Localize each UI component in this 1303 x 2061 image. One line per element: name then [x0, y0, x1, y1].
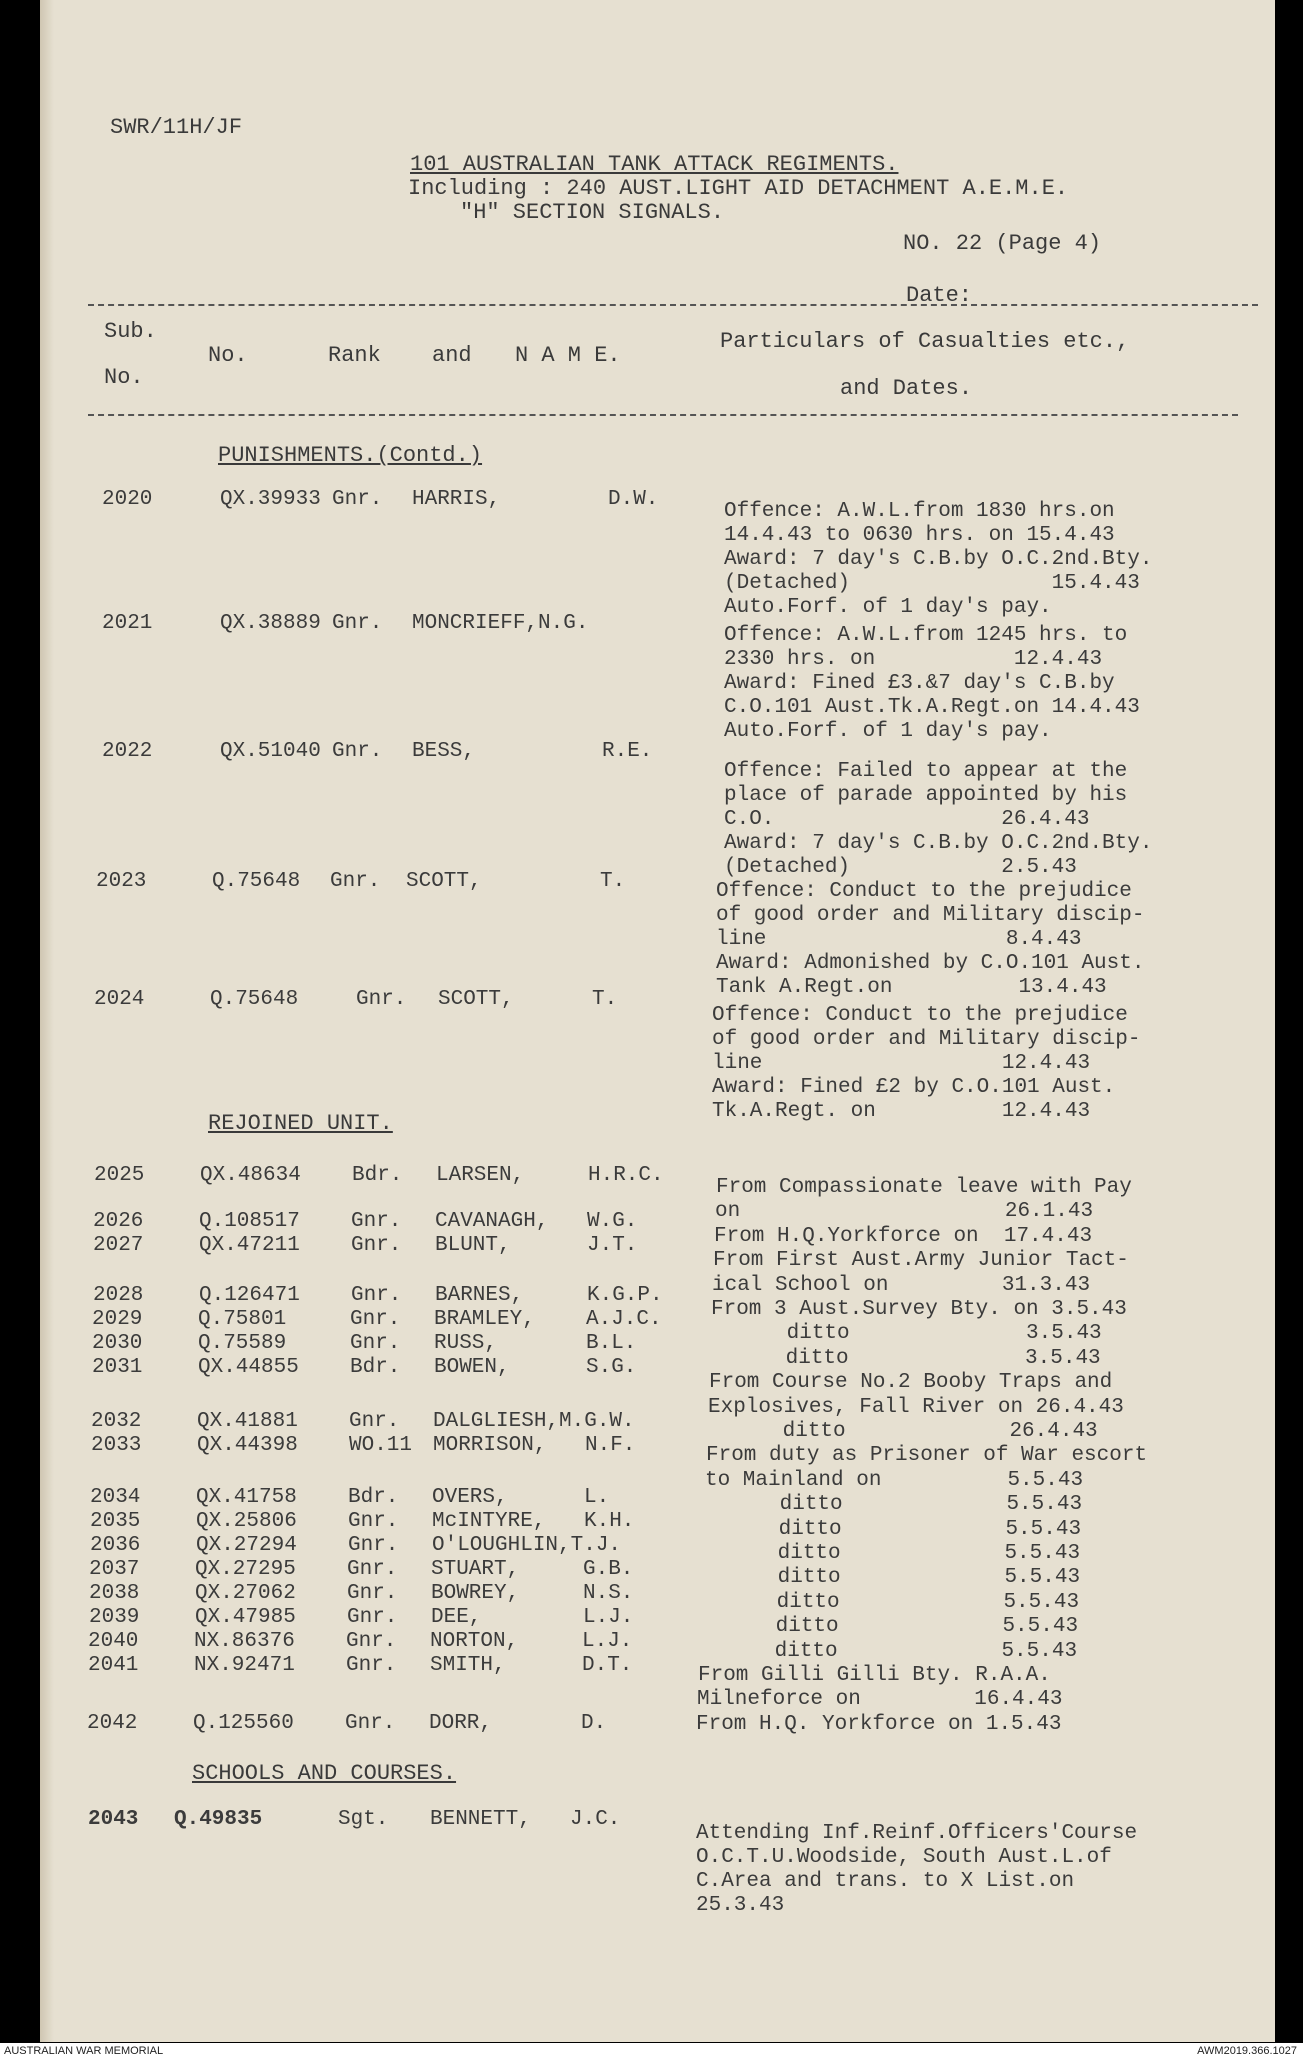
record-no: QX.41881: [197, 1410, 298, 1433]
particulars-line: ditto 5.5.43: [700, 1615, 1079, 1639]
particulars-line: Explosives, Fall River on 26.4.43: [708, 1395, 1124, 1419]
particulars-line: Offence: Conduct to the prejudice: [716, 880, 1132, 903]
record-rank: Gnr.: [350, 1308, 401, 1331]
col-dates: and Dates.: [840, 376, 973, 401]
record-init: N.S.: [583, 1582, 634, 1605]
record-surname: RUSS,: [434, 1332, 498, 1355]
document-page: SWR/11H/JF 101 AUSTRALIAN TANK ATTACK REGIMENTS. Including : 240 AUST.LIGHT AID DETACHMENT A.E.M.E. "H" SECTION SIGNALS. NO. 22 (Page 4) Date: Sub. No. No. Rank and N A M E. Particulars of Casualties etc., and Dates. PUNISHMENTS.(Contd.) 2020 QX.39933 Gnr. HARRIS, D.W. Offence: A.W.L.from 1830 hrs.on 14.4.43 to 0630 hrs. on 15.4.43 Award: 7 day's C.B.by O.C.2nd.Bty. (Detached) 15.4.43 Auto.Forf. of 1 day's pay. 2021 QX.38889 Gnr. MONCRIEFF,N.G. Offence: A.W.L.from 1245 hrs. to 2330 hrs. on 12.4.43 Award: Fined £3.&7 day's C.B.by C.O.101 Aust.Tk.A.Regt.on 14.4.43 Auto.Forf. of 1 day's pay. 2022 QX.51040 Gnr. BESS, R.E. Offence: Failed to appear at the place of parade appointed by his C.O. 26.4.43 Award: 7 day's C.B.by O.C.2nd.Bty. (Detached) 2.5.43 2023 Q.75648 Gnr. SCOTT, T. Offence: Conduct to the prejudice of good order and Military discip- line 8.4.43 Award: Admonished by C.O.101 Aust. Tank A.Regt.on 13.4.43 2024 Q.75648 Gnr. SCOTT, T. Offence: Conduct to the prejudice of good order and Military discip- line 12.4.43 Award: Fined £2 by C.O.101 Aust. Tk.A.Regt. on 12.4.43 REJOINED UNIT. 2025 QX.48634 Bdr. LARSEN, H.R.C. 2026 Q.108517 Gnr. CAVANAGH, W.G. 2027 QX.47211 Gnr. BLUNT, J.T. 2028 Q.126471 Gnr. BARNES, K.G.P. 2029 Q.75801 Gnr. BRAMLEY, A.J.C. 2030 Q.75589 Gnr. RUSS, B.L. 2031 QX.44855 Bdr. BOWEN, S.G. 2032 QX.41881 Gnr. DALGLIESH,M.G.W. 2033 QX.44398 WO.11 MORRISON, N.F. 2034 QX.41758 Bdr. OVERS, L. 2035 QX.25806 Gnr. McINTYRE, K.H. 2036 QX.27294 Gnr. O'LOUGHLIN,T.J. 2037 QX.27295 Gnr. STUART, G.B. 2038 QX.27062 Gnr. BOWREY, N.S. 2039 QX.47985 Gnr. DEE, L.J. 2040 NX.86376 Gnr. NORTON, L.J. 2041 NX.92471 Gnr. SMITH, D.T. 2042 Q.125560 Gnr. DORR, D. From Compassionate leave with Pay on 26.1.43 From H.Q.Yorkforce on 17.4.43 From First Aust.Army Junior Tact- ical School on 31.3.43 From 3 Aust.Survey Bty. on 3.5.43 ditto 3.5.43 ditto 3.5.43 From Course No.2 Booby Traps and Explosives, Fall River on 26.4.43 ditto 26.4.43 From duty as Prisoner of War escort to Mainland on 5.5.43 ditto 5.5.43 ditto 5.5.43 ditto 5.5.43 ditto 5.5.43 ditto 5.5.43 ditto 5.5.43 ditto 5.5.43 From Gilli Gilli Bty. R.A.A. Milneforce on 16.4.43 From H.Q. Yorkforce on 1.5.43 SCHOOLS AND COURSES. 2043 Q.49835 Sgt. BENNETT, J.C. Attending Inf.Reinf.Officers'Course O.C.T.U.Woodside, South Aust.L.of C.Area and trans. to X List.on 25.3.43: [40, 0, 1275, 2042]
record-sub: 2027: [93, 1234, 144, 1257]
record-init: K.H.: [584, 1510, 635, 1533]
particulars-line: From Course No.2 Booby Traps and: [709, 1371, 1113, 1395]
record-no: QX.48634: [200, 1164, 301, 1187]
particulars-line: line 8.4.43: [716, 928, 1082, 951]
record-sub: 2040: [88, 1630, 139, 1653]
record-no: NX.92471: [194, 1654, 295, 1677]
particulars-line: Award: 7 day's C.B.by O.C.2nd.Bty.: [724, 548, 1153, 571]
particulars-line: ditto 5.5.43: [701, 1590, 1080, 1614]
record-no: Q.75801: [198, 1308, 287, 1331]
record-init: D.T.: [582, 1654, 633, 1677]
particulars-line: Award: Fined £3.&7 day's C.B.by: [724, 672, 1115, 695]
record-surname: BOWREY,: [431, 1582, 520, 1605]
record-surname: OVERS,: [432, 1486, 508, 1509]
signals-line: "H" SECTION SIGNALS.: [460, 200, 725, 225]
particulars-line: of good order and Military discip-: [712, 1028, 1141, 1051]
particulars-line: Tank A.Regt.on 13.4.43: [716, 976, 1107, 999]
record-rank: Gnr.: [351, 1284, 402, 1307]
particulars-line: From H.Q.Yorkforce on 17.4.43: [714, 1224, 1093, 1248]
record-rank: Bdr.: [348, 1486, 399, 1509]
record-sub: 2032: [91, 1410, 142, 1433]
particulars-line: From duty as Prisoner of War escort: [706, 1444, 1148, 1468]
record-sub: 2034: [90, 1486, 141, 1509]
record-no: QX.44855: [198, 1356, 299, 1379]
record-rank: Gnr.: [347, 1558, 398, 1581]
particulars-line: ditto 5.5.43: [699, 1639, 1078, 1663]
particulars-line: ditto 5.5.43: [704, 1493, 1083, 1517]
particulars-line: ditto 5.5.43: [702, 1566, 1081, 1590]
record-no: Q.125560: [193, 1712, 294, 1735]
record-no: QX.27062: [195, 1582, 296, 1605]
record-surname: BOWEN,: [434, 1356, 510, 1379]
particulars-line: From H.Q. Yorkforce on 1.5.43: [696, 1712, 1062, 1736]
record-rank: Gnr.: [348, 1510, 399, 1533]
particulars-line: Attending Inf.Reinf.Officers'Course: [696, 1822, 1138, 1845]
record-rank: WO.11: [349, 1434, 413, 1457]
record-init: K.G.P.: [587, 1284, 663, 1307]
particulars-line: (Detached) 15.4.43: [724, 572, 1140, 595]
footer-credit: AUSTRALIAN WAR MEMORIAL: [4, 2045, 164, 2057]
section-schools: SCHOOLS AND COURSES.: [192, 1761, 457, 1786]
document-title: 101 AUSTRALIAN TANK ATTACK REGIMENTS.: [410, 152, 899, 177]
particulars-line: ditto 3.5.43: [710, 1346, 1101, 1370]
order-number: NO. 22 (Page 4): [903, 231, 1102, 256]
col-no: No.: [208, 343, 248, 368]
record-surname: NORTON,: [430, 1630, 519, 1653]
record-surname: McINTYRE,: [432, 1510, 546, 1533]
record-rank: Gnr.: [347, 1582, 398, 1605]
particulars-line: C.O. 26.4.43: [724, 808, 1090, 831]
record-init: L.: [584, 1486, 610, 1509]
col-name: N A M E.: [515, 343, 621, 368]
record-init: A.J.C.: [586, 1308, 662, 1331]
col-and: and: [432, 343, 472, 368]
record-surname: BARNES,: [435, 1284, 524, 1307]
record-surname: DEE,: [431, 1606, 482, 1629]
record-rank: Gnr.: [349, 1410, 400, 1433]
col-rank: Rank: [328, 343, 381, 368]
particulars-line: Award: 7 day's C.B.by O.C.2nd.Bty.: [724, 832, 1153, 855]
particulars-line: 25.3.43: [696, 1894, 785, 1917]
record-rank: Gnr.: [351, 1210, 402, 1233]
record-init: D.: [581, 1712, 607, 1735]
particulars-line: line 12.4.43: [712, 1052, 1091, 1075]
record-rank: Gnr.: [351, 1234, 402, 1257]
record-no: QX.41758: [196, 1486, 297, 1509]
particulars-line: ditto 5.5.43: [702, 1542, 1081, 1565]
record-init: W.G.: [587, 1210, 638, 1233]
record-rank: Gnr.: [345, 1712, 396, 1735]
record-surname: DALGLIESH,M.G.W.: [433, 1410, 635, 1433]
section-punishments: PUNISHMENTS.(Contd.): [218, 443, 483, 468]
particulars-line: Award: Admonished by C.O.101 Aust.: [716, 952, 1145, 975]
record-no: Q.126471: [199, 1284, 300, 1307]
record-sub: 2036: [90, 1534, 141, 1557]
particulars-line: From 3 Aust.Survey Bty. on 3.5.43: [711, 1298, 1127, 1321]
record-init: N.F.: [585, 1434, 636, 1457]
record-no: QX.47211: [199, 1234, 300, 1257]
record-rank: Gnr.: [346, 1630, 397, 1653]
particulars-line: to Mainland on 5.5.43: [705, 1468, 1084, 1492]
record-init: G.B.: [583, 1558, 634, 1581]
record-sub: 2026: [93, 1210, 144, 1233]
record-init: J.T.: [587, 1234, 638, 1257]
record-init: L.J.: [583, 1606, 634, 1629]
divider-line: [88, 414, 1238, 416]
record-surname: STUART,: [431, 1558, 520, 1581]
record-rank: Bdr.: [350, 1356, 401, 1379]
record-sub: 2028: [93, 1284, 144, 1307]
record-sub: 2031: [92, 1356, 143, 1379]
col-particulars: Particulars of Casualties etc.,: [720, 329, 1130, 354]
record-no: QX.25806: [196, 1510, 297, 1533]
record-surname: O'LOUGHLIN,T.J.: [432, 1534, 622, 1557]
record-no: NX.86376: [194, 1630, 295, 1653]
record-sub: 2035: [90, 1510, 141, 1533]
record-sub: 2037: [89, 1558, 140, 1581]
particulars-line: (Detached) 2.5.43: [724, 856, 1077, 879]
record-sub: 2033: [91, 1434, 142, 1457]
record-surname: SMITH,: [430, 1654, 506, 1677]
particulars-line: Offence: A.W.L.from 1830 hrs.on: [724, 500, 1115, 523]
particulars-line: From Compassionate leave with Pay: [716, 1176, 1132, 1199]
record-rank: Gnr.: [346, 1654, 397, 1677]
particulars-line: C.O.101 Aust.Tk.A.Regt.on 14.4.43: [724, 696, 1140, 719]
particulars-line: Offence: Conduct to the prejudice: [712, 1004, 1128, 1027]
date-label: Date:: [906, 283, 973, 308]
record-rank: Gnr.: [347, 1606, 398, 1629]
record-no: QX.27295: [195, 1558, 296, 1581]
particulars-line: Tk.A.Regt. on 12.4.43: [712, 1100, 1091, 1123]
particulars-line: Award: Fined £2 by C.O.101 Aust.: [712, 1076, 1116, 1099]
footer-bar: [0, 2043, 1303, 2061]
particulars-line: ditto 26.4.43: [707, 1420, 1098, 1443]
particulars-line: 2330 hrs. on 12.4.43: [724, 648, 1103, 671]
particulars-line: C.Area and trans. to X List.on: [696, 1870, 1075, 1893]
footer-accession: AWM2019.366.1027: [1197, 2045, 1297, 2057]
col-sub: Sub.: [104, 319, 157, 344]
particulars-line: of good order and Military discip-: [716, 904, 1145, 927]
particulars-line: O.C.T.U.Woodside, South Aust.L.of: [696, 1846, 1112, 1869]
record-init: L.J.: [582, 1630, 633, 1653]
particulars-line: Milneforce on 16.4.43: [697, 1688, 1063, 1712]
particulars-line: Auto.Forf. of 1 day's pay.: [724, 596, 1052, 619]
record-no: QX.27294: [196, 1534, 297, 1557]
record-surname: BLUNT,: [435, 1234, 511, 1257]
record-sub: 2030: [92, 1332, 143, 1355]
record-surname: CAVANAGH,: [435, 1210, 549, 1233]
divider-line: [88, 304, 1258, 306]
record-sub: 2025: [94, 1164, 145, 1187]
particulars-line: 14.4.43 to 0630 hrs. on 15.4.43: [724, 524, 1115, 547]
record-no: Q.108517: [199, 1210, 300, 1233]
record-surname: LARSEN,: [436, 1164, 525, 1187]
particulars-line: ditto 3.5.43: [711, 1322, 1102, 1346]
particulars-line: Offence: A.W.L.from 1245 hrs. to: [724, 624, 1128, 647]
particulars-line: ical School on 31.3.43: [712, 1273, 1091, 1297]
record-sub: 2038: [89, 1582, 140, 1605]
particulars-line: Auto.Forf. of 1 day's pay.: [724, 720, 1052, 743]
record-no: Q.75589: [198, 1332, 287, 1355]
col-sub-no: No.: [104, 365, 144, 390]
record-sub: 2042: [87, 1712, 138, 1735]
record-sub: 2029: [92, 1308, 143, 1331]
record-init: H.R.C.: [588, 1164, 664, 1187]
record-surname: MORRISON,: [433, 1434, 547, 1457]
record-rank: Gnr.: [348, 1534, 399, 1557]
particulars-line: ditto 5.5.43: [703, 1517, 1082, 1541]
file-reference: SWR/11H/JF: [110, 115, 243, 140]
record-no: QX.44398: [197, 1434, 298, 1457]
record-sub: 2041: [88, 1654, 139, 1677]
particulars-line: From First Aust.Army Junior Tact-: [713, 1249, 1129, 1273]
record-surname: DORR,: [429, 1712, 493, 1735]
record-sub: 2039: [89, 1606, 140, 1629]
record-surname: BRAMLEY,: [434, 1308, 535, 1331]
particulars-line: From Gilli Gilli Bty. R.A.A.: [698, 1664, 1051, 1687]
record-init: B.L.: [586, 1332, 637, 1355]
including-line: Including : 240 AUST.LIGHT AID DETACHMENT A.E.M.E.: [408, 176, 1069, 201]
particulars-line: place of parade appointed by his: [724, 784, 1128, 807]
section-rejoined: REJOINED UNIT.: [208, 1111, 393, 1136]
record-no: QX.47985: [195, 1606, 296, 1629]
particulars-line: Offence: Failed to appear at the: [724, 760, 1128, 783]
record-init: S.G.: [586, 1356, 637, 1379]
particulars-line: on 26.1.43: [715, 1200, 1094, 1224]
record-rank: Gnr.: [350, 1332, 401, 1355]
record-rank: Bdr.: [352, 1164, 403, 1187]
